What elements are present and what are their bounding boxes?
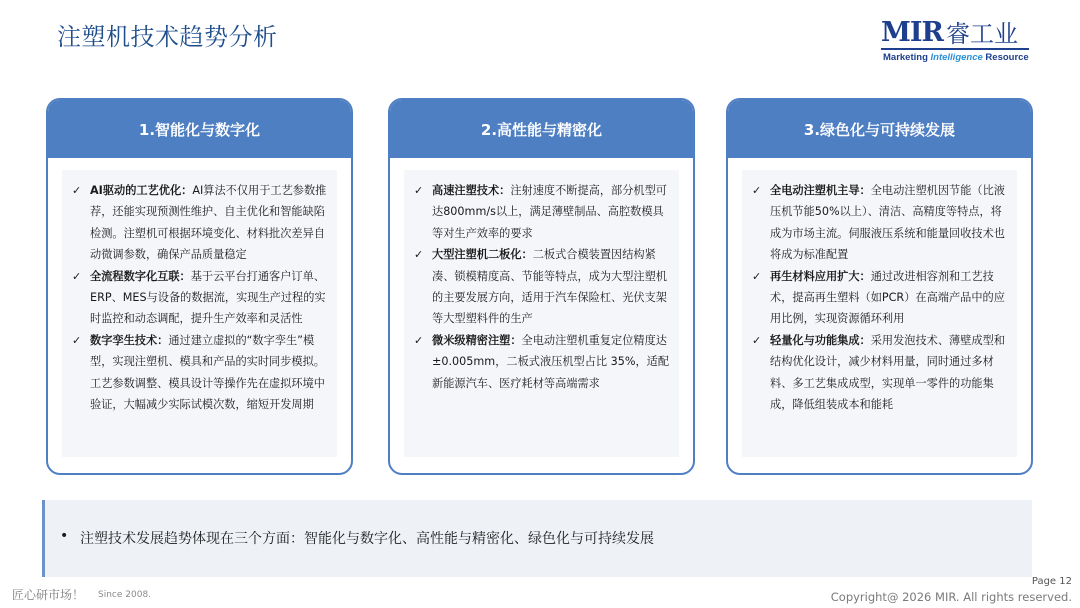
summary-text: 注塑技术发展趋势体现在三个方面：智能化与数字化、高性能与精密化、绿色化与可持续发展 <box>80 531 654 547</box>
check-icon: ✓ <box>72 333 82 347</box>
list-item: ✓ 全流程数字化互联：基于云平台打通客户订单、ERP、MES与设备的数据流，实现生产过程的实时监控和动态调配，提升生产效率和灵活性 <box>72 266 329 330</box>
card-title: 3.绿色化与可持续发展 <box>728 100 1031 158</box>
check-icon: ✓ <box>414 333 424 347</box>
list-item: ✓ 微米级精密注塑：全电动注塑机重复定位精度达 ±0.005mm，二板式液压机型占比 35%，适配新能源汽车、医疗耗材等高端需求 <box>414 330 671 394</box>
list-item: ✓ 数字孪生技术：通过建立虚拟的“数字孪生”模型，实现注塑机、模具和产品的实时同步模拟。工艺参数调整、模具设计等操作先在虚拟环境中验证，大幅减少实际试模次数，缩短开发周期 <box>72 330 329 416</box>
check-icon: ✓ <box>752 269 762 283</box>
card-body <box>742 170 1017 457</box>
list-item: ✓ 再生材料应用扩大：通过改进相容剂和工艺技术，提高再生塑料（如PCR）在高端产品中的应用比例，实现资源循环利用 <box>752 266 1009 330</box>
list-item: ✓ AI驱动的工艺优化：AI算法不仅用于工艺参数推荐，还能实现预测性维护、自主优化和智能缺陷检测。注塑机可根据环境变化、材料批次差异自动微调参数，确保产品质量稳定 <box>72 180 329 266</box>
check-icon: ✓ <box>752 333 762 347</box>
footer-copyright: Copyright@ 2026 MIR. All rights reserved. <box>830 590 1072 604</box>
page-title: 注塑机技术趋势分析 <box>57 23 278 51</box>
logo-divider <box>881 48 1029 50</box>
card-title: 1.智能化与数字化 <box>48 100 351 158</box>
logo-mir-text: MIR <box>881 17 943 48</box>
logo-tagline: Marketing Intelligence Resource <box>883 52 1029 63</box>
bullet-icon: • <box>60 528 69 544</box>
list-item: ✓ 大型注塑机二板化：二板式合模装置因结构紧凑、锁模精度高、节能等特点，成为大型注塑机的主要发展方向，适用于汽车保险杠、光伏支架等大型塑料件的生产 <box>414 244 671 330</box>
list-item: ✓ 高速注塑技术：注射速度不断提高，部分机型可达800mm/s以上，满足薄壁制品、高腔数模具等对生产效率的要求 <box>414 180 671 244</box>
check-icon: ✓ <box>414 184 424 197</box>
check-icon: ✓ <box>72 184 82 197</box>
card-intelligence <box>46 98 353 475</box>
card-performance <box>388 98 695 475</box>
footer-slogan: 匠心研市场！ <box>12 588 85 602</box>
footer-since: Since 2008. <box>98 590 152 600</box>
logo-cn-text: 睿工业 <box>945 20 1018 48</box>
check-icon: ✓ <box>752 184 762 197</box>
mir-logo <box>881 14 1031 64</box>
card-title: 2.高性能与精密化 <box>390 100 693 158</box>
check-icon: ✓ <box>414 248 424 262</box>
check-icon: ✓ <box>72 269 82 283</box>
card-sustainability <box>726 98 1033 475</box>
card-body <box>404 170 679 457</box>
list-item: ✓ 全电动注塑机主导：全电动注塑机因节能（比液压机节能50%以上）、清洁、高精度等特点，将成为市场主流。伺服液压系统和能量回收技术也将成为标准配置 <box>752 180 1009 266</box>
list-item: ✓ 轻量化与功能集成：采用发泡技术、薄壁成型和结构优化设计，减少材料用量，同时通过多材料、多工艺集成成型，实现单一零件的功能集成，降低组装成本和能耗 <box>752 330 1009 416</box>
page-number: Page 12 <box>1031 576 1072 587</box>
card-body <box>62 170 337 457</box>
summary-box <box>42 500 1032 577</box>
